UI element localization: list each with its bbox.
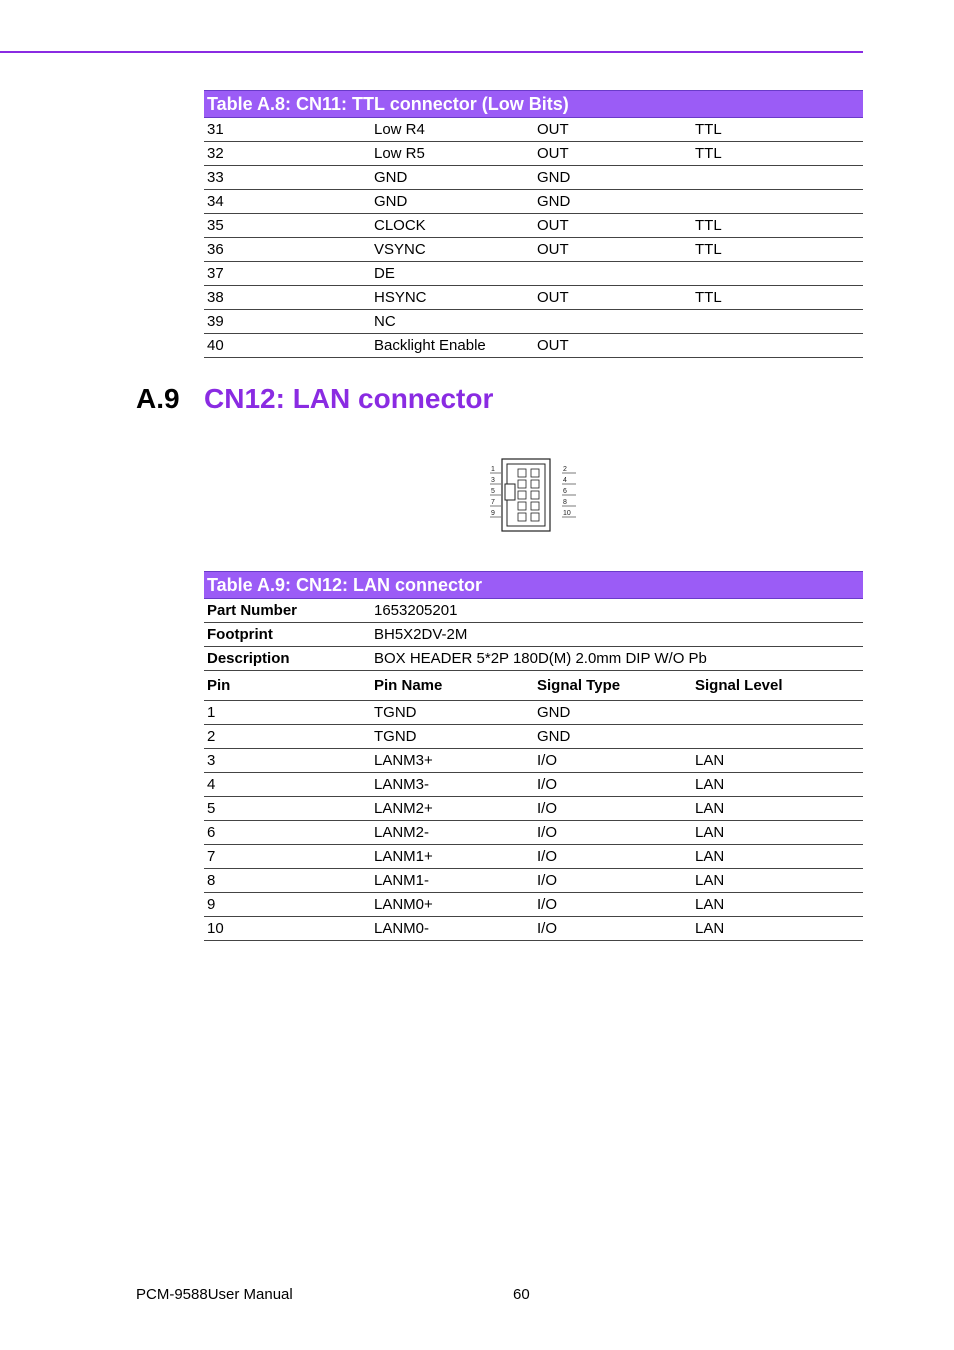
- table-row: [204, 190, 863, 214]
- signal-level-cell: LAN: [692, 869, 863, 893]
- signal-type-cell: I/O: [534, 773, 692, 797]
- table-meta-row: [204, 623, 863, 647]
- signal-level-cell: TTL: [692, 214, 863, 238]
- meta-label: Part Number: [204, 599, 371, 623]
- table-row: [204, 238, 863, 262]
- table-meta-row: [204, 599, 863, 623]
- signal-type-cell: OUT: [534, 334, 692, 358]
- pin-name-cell: GND: [371, 190, 534, 214]
- table-row: [204, 166, 863, 190]
- signal-level-cell: LAN: [692, 893, 863, 917]
- pin-name-cell: Low R4: [371, 118, 534, 142]
- pin-cell: 39: [204, 310, 371, 334]
- meta-value: 1653205201: [371, 599, 863, 623]
- pin-name-cell: HSYNC: [371, 286, 534, 310]
- pin-label-right: 6: [563, 488, 567, 495]
- pin-name-cell: LANM0+: [371, 893, 534, 917]
- table-row: [204, 797, 863, 821]
- signal-type-cell: OUT: [534, 238, 692, 262]
- pin-label-right: 10: [563, 510, 571, 517]
- signal-level-cell: [692, 166, 863, 190]
- signal-type-cell: I/O: [534, 893, 692, 917]
- table-row: [204, 262, 863, 286]
- table-row: [204, 142, 863, 166]
- table-meta-row: [204, 647, 863, 671]
- pin-label-right: 4: [563, 477, 567, 484]
- table-row: [204, 118, 863, 142]
- signal-type-cell: OUT: [534, 118, 692, 142]
- pin-name-cell: LANM3-: [371, 773, 534, 797]
- signal-type-cell: I/O: [534, 749, 692, 773]
- column-header: Pin: [204, 671, 371, 701]
- signal-level-cell: LAN: [692, 749, 863, 773]
- pin-cell: 38: [204, 286, 371, 310]
- pin-name-cell: Backlight Enable: [371, 334, 534, 358]
- table-cn11-ttl-low-bits: [204, 90, 863, 358]
- signal-level-cell: [692, 310, 863, 334]
- column-header: Signal Type: [534, 671, 692, 701]
- pin-name-cell: DE: [371, 262, 534, 286]
- signal-level-cell: [692, 262, 863, 286]
- table-row: [204, 214, 863, 238]
- signal-level-cell: LAN: [692, 773, 863, 797]
- pin-cell: 40: [204, 334, 371, 358]
- pin-cell: 5: [204, 797, 371, 821]
- table-row: [204, 310, 863, 334]
- pin-name-cell: NC: [371, 310, 534, 334]
- section-title: CN12: LAN connector: [204, 383, 494, 414]
- signal-level-cell: LAN: [692, 845, 863, 869]
- table-row: [204, 893, 863, 917]
- section-number: A.9: [136, 383, 180, 414]
- table-row: [204, 821, 863, 845]
- signal-level-cell: [692, 725, 863, 749]
- connector-key-notch: [505, 484, 515, 500]
- pin-name-cell: LANM2+: [371, 797, 534, 821]
- signal-type-cell: GND: [534, 166, 692, 190]
- pin-cell: 2: [204, 725, 371, 749]
- pin-cell: 4: [204, 773, 371, 797]
- pin-name-cell: CLOCK: [371, 214, 534, 238]
- pin-cell: 32: [204, 142, 371, 166]
- footer-page-number: 60: [513, 1286, 530, 1303]
- pin-cell: 7: [204, 845, 371, 869]
- pin-name-cell: LANM2-: [371, 821, 534, 845]
- pin-cell: 36: [204, 238, 371, 262]
- signal-type-cell: I/O: [534, 869, 692, 893]
- signal-level-cell: LAN: [692, 821, 863, 845]
- table-row: [204, 845, 863, 869]
- table-row: [204, 725, 863, 749]
- pin-label-left: 7: [491, 499, 495, 506]
- pin-name-cell: VSYNC: [371, 238, 534, 262]
- pin-name-cell: TGND: [371, 701, 534, 725]
- signal-type-cell: I/O: [534, 845, 692, 869]
- signal-level-cell: LAN: [692, 917, 863, 941]
- pin-cell: 35: [204, 214, 371, 238]
- column-header: Signal Level: [692, 671, 863, 701]
- table-row: [204, 286, 863, 310]
- signal-level-cell: TTL: [692, 142, 863, 166]
- signal-type-cell: I/O: [534, 917, 692, 941]
- pin-cell: 33: [204, 166, 371, 190]
- signal-type-cell: GND: [534, 725, 692, 749]
- table-row: [204, 869, 863, 893]
- column-header: Pin Name: [371, 671, 534, 701]
- pin-cell: 10: [204, 917, 371, 941]
- signal-type-cell: OUT: [534, 214, 692, 238]
- pin-label-right: 2: [563, 466, 567, 473]
- signal-type-cell: OUT: [534, 142, 692, 166]
- signal-type-cell: I/O: [534, 797, 692, 821]
- pin-cell: 6: [204, 821, 371, 845]
- table-row: [204, 701, 863, 725]
- pin-label-left: 9: [491, 510, 495, 517]
- pin-name-cell: LANM1+: [371, 845, 534, 869]
- footer-manual-name: PCM-9588User Manual: [136, 1286, 293, 1303]
- table-caption: Table A.9: CN12: LAN connector: [204, 572, 863, 599]
- meta-label: Footprint: [204, 623, 371, 647]
- table-caption: Table A.8: CN11: TTL connector (Low Bits): [204, 91, 863, 118]
- pin-name-cell: LANM1-: [371, 869, 534, 893]
- pin-name-cell: GND: [371, 166, 534, 190]
- meta-value: BH5X2DV-2M: [371, 623, 863, 647]
- pin-label-left: 3: [491, 477, 495, 484]
- pin-label-right: 8: [563, 499, 567, 506]
- signal-level-cell: TTL: [692, 118, 863, 142]
- pin-name-cell: LANM0-: [371, 917, 534, 941]
- pin-cell: 9: [204, 893, 371, 917]
- table-row: [204, 917, 863, 941]
- pin-cell: 31: [204, 118, 371, 142]
- signal-level-cell: [692, 334, 863, 358]
- table-body: [204, 118, 863, 358]
- pin-label-left: 5: [491, 488, 495, 495]
- table-header-row: [204, 671, 863, 701]
- table-cn12-lan-connector: [204, 571, 863, 941]
- pin-name-cell: Low R5: [371, 142, 534, 166]
- pin-cell: 1: [204, 701, 371, 725]
- signal-level-cell: TTL: [692, 238, 863, 262]
- meta-label: Description: [204, 647, 371, 671]
- meta-value: BOX HEADER 5*2P 180D(M) 2.0mm DIP W/O Pb: [371, 647, 863, 671]
- pin-cell: 8: [204, 869, 371, 893]
- pin-cell: 34: [204, 190, 371, 214]
- pin-cell: 37: [204, 262, 371, 286]
- pin-name-cell: LANM3+: [371, 749, 534, 773]
- table-body: [204, 599, 863, 941]
- signal-level-cell: [692, 190, 863, 214]
- table-row: [204, 334, 863, 358]
- pin-name-cell: TGND: [371, 725, 534, 749]
- signal-type-cell: GND: [534, 190, 692, 214]
- signal-type-cell: [534, 310, 692, 334]
- pin-label-left: 1: [491, 466, 495, 473]
- signal-level-cell: TTL: [692, 286, 863, 310]
- header-rule: [0, 51, 863, 53]
- signal-level-cell: LAN: [692, 797, 863, 821]
- cn12-connector-diagram: [488, 456, 578, 534]
- table-row: [204, 773, 863, 797]
- signal-type-cell: OUT: [534, 286, 692, 310]
- table-row: [204, 749, 863, 773]
- signal-type-cell: I/O: [534, 821, 692, 845]
- signal-type-cell: [534, 262, 692, 286]
- pin-cell: 3: [204, 749, 371, 773]
- signal-type-cell: GND: [534, 701, 692, 725]
- signal-level-cell: [692, 701, 863, 725]
